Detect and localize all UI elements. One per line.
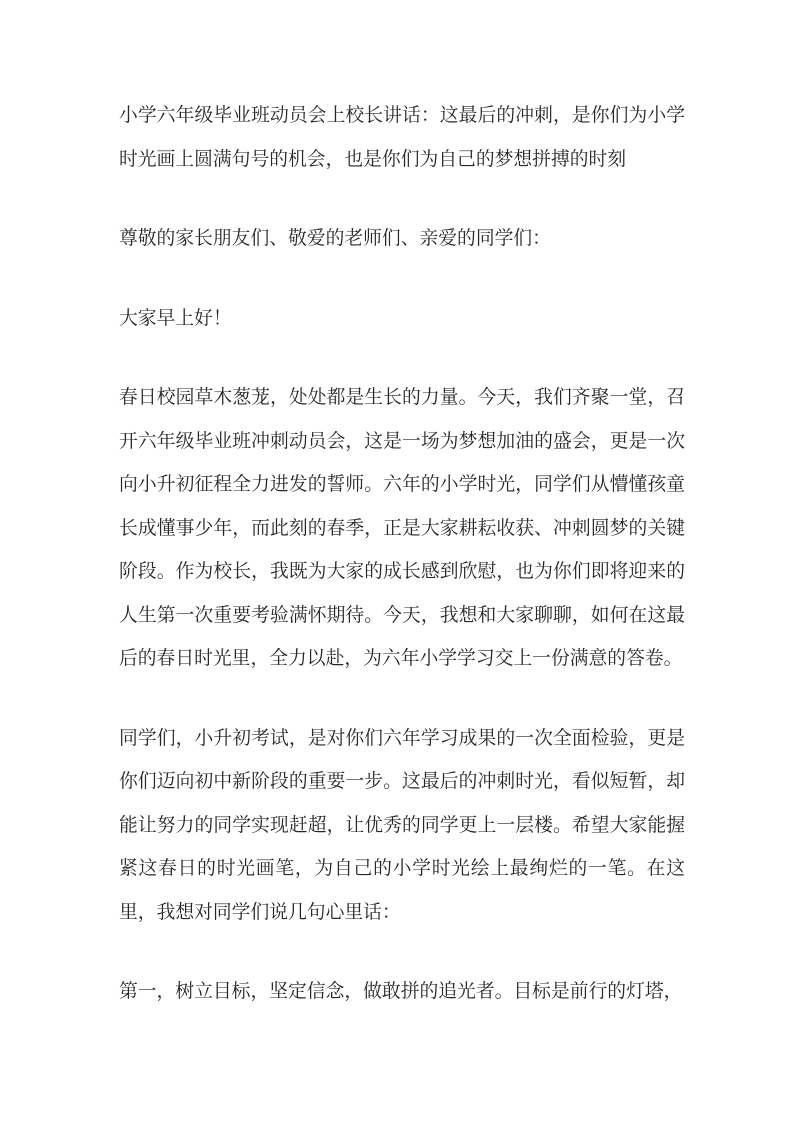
salutation: 尊敬的家长朋友们、敬爱的老师们、亲爱的同学们：	[119, 228, 551, 249]
document-title: 小学六年级毕业班动员会上校长讲话：这最后的冲刺，是你们为小学时光画上圆满句号的机会，也是你们为自己的梦想拼搏的时刻	[119, 105, 685, 170]
paragraph-opening: 春日校园草木葱茏，处处都是生长的力量。今天，我们齐聚一堂，召开六年级毕业班冲刺动员会，这是一场为梦想加油的盛会，更是一次向小升初征程全力进发的誓师。六年的小学时光，同学们从懵懂孩童长成懂事少年，而此刻的春季，正是大家耕耘收获、冲刺圆梦的关键阶段。作为校长，我既为大家的成长感到欣慰，也为你们即将迎来的人生第一次重要考验满怀期待。今天，我想和大家聊聊，如何在这最后的春日时光里，全力以赴，为六年小学学习交上一份满意的答卷。	[119, 387, 685, 669]
greeting: 大家早上好！	[119, 307, 232, 329]
paragraph-point-one: 第一，树立目标，坚定信念，做敢拼的追光者。目标是前行的灯塔，	[119, 981, 683, 1002]
document-body	[119, 94, 685, 1050]
paragraph-exam-significance: 同学们，小升初考试，是对你们六年学习成果的一次全面检验，更是你们迈向初中新阶段的重要一步。这最后的冲刺时光，看似短暂，却能让努力的同学实现赶超，让优秀的同学更上一层楼。希望大家能握紧这春日的时光画笔，为自己的小学时光绘上最绚烂的一笔。在这里，我想对同学们说几句心里话：	[119, 727, 685, 923]
